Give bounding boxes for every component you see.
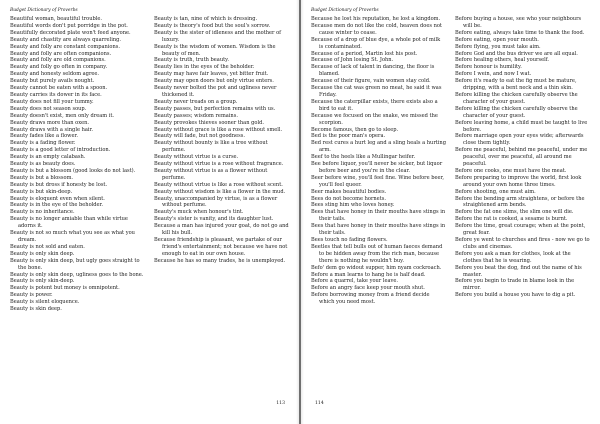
column-1 xyxy=(10,16,145,380)
proverb-entry: Before the bending arm straightens, or before the straightened arm bends. xyxy=(455,195,585,209)
proverb-entry: Beauty is the wisdom of women. Wisdom is the beauty of men. xyxy=(154,43,276,57)
gutter-shadow xyxy=(296,0,299,424)
proverb-entry: Beauty is the sister of idleness and the mother of luxury. xyxy=(154,29,282,43)
proverb-entry: Because we focused on the snake, we missed the scorpion. xyxy=(311,112,438,126)
proverb-entry: Beauty is a good letter of introduction. xyxy=(10,147,111,154)
proverb-entry: Before healing others, heal yourself. xyxy=(455,57,550,64)
proverb-entry: Beauty and honesty seldom agree. xyxy=(10,71,100,78)
left-page xyxy=(0,0,299,424)
proverb-entry: Before God and the bus driver we are all equal. xyxy=(455,50,578,57)
proverb-entry: Beauty never bolted the pot and ugliness never thickened it. xyxy=(154,85,277,98)
proverb-entry: Before the fat one slims, the slim one will die. xyxy=(455,209,574,216)
proverb-entry: Before buying a house, see who your neighbours will be. xyxy=(455,16,582,29)
proverb-entry: Before borrowing money from a friend decide which you need most. xyxy=(311,292,430,306)
proverb-entry: Bed rest cures a hurt leg and a sling heals a hurting arm. xyxy=(311,140,446,154)
proverb-entry: Beer makes beautiful bodies. xyxy=(311,188,387,195)
proverb-entry: Bees that have honey in their mouths have stings in their tails. xyxy=(311,209,446,223)
column-2 xyxy=(154,16,289,380)
proverb-entry: Beautiful words don't put porridge in the pot. xyxy=(10,22,128,29)
proverb-entry: Before one cooks, one must have the meat. xyxy=(455,167,567,174)
proverb-entry: Beauty is only skin-deep. xyxy=(10,278,75,285)
proverb-entry: Before the rat is cooked, a sesame is burnt. xyxy=(455,216,568,223)
proverb-entry: Beauty is but a blossom. xyxy=(10,174,74,181)
proverb-entry: Beauty without virtue is like a rose without scent. xyxy=(154,181,283,188)
proverb-entry: Beauty is potent but money is omnipotent. xyxy=(10,285,120,292)
proverb-entry: Beauty does not season soup. xyxy=(10,105,87,112)
proverb-entry: Before you build a house you have to dig a pit. xyxy=(455,292,576,299)
proverb-entry: Before ye went to churches and fires - now we go to clubs and cinemas. xyxy=(455,237,590,250)
proverb-entry: Beautiful woman, beautiful trouble. xyxy=(10,16,103,22)
proverb-entry: Before it's ready to eat the fig must be mature, dripping, with a bent neck and a thin skin. xyxy=(455,78,577,92)
proverb-entry: Beauty may open doors but only virtue enters. xyxy=(154,78,274,85)
proverb-entry: Beauty is only skin deep, but ugly goes straight to the bone. xyxy=(10,257,140,271)
proverb-entry: Before eating, open your mouth. xyxy=(455,36,539,43)
proverb-entry: Beauty and folly are constant companions. xyxy=(10,43,121,50)
proverb-entry: Because friendship is pleasant, we partake of our friend's entertainment; not because we have not enough to eat in our own house. xyxy=(154,237,288,257)
running-head: Budget Dictionary of Proverbs xyxy=(311,8,379,13)
proverb-entry: Beauty lies in the eyes of the beholder. xyxy=(154,64,255,71)
proverb-entry: Beauty's muck when honour's tint. xyxy=(154,209,244,216)
proverb-entry: Beauty is theory's food but the soul's sorrow. xyxy=(154,22,271,29)
proverb-entry: Beauty passes, but perfection remains with us. xyxy=(154,105,276,112)
proverb-entry: Beauty is as beauty does. xyxy=(10,161,76,168)
proverb-entry: Before leaving home, a child must be taught to live before. xyxy=(455,119,588,133)
proverb-entry: Because he lost his reputation, he lost a kingdom. xyxy=(311,16,441,22)
proverb-entry: Become famous, then go to sleep. xyxy=(311,126,399,133)
proverb-entry: Bees that have honey in their mouths have stings in their tails. xyxy=(311,223,446,237)
proverb-entry: Beauty draws with a single hair. xyxy=(10,126,94,133)
proverb-entry: Before you begin to trade in blame look in the mirror. xyxy=(455,278,575,292)
proverb-entry: Before a quarrel, take your leave. xyxy=(311,278,399,285)
proverb-entry: Because he has so many trades, he is unemployed. xyxy=(154,257,286,264)
proverb-entry: Beauty without grace is like a rose without smell. xyxy=(154,126,283,133)
proverb-entry: Before preparing to improve the world, first look around your own home three times. xyxy=(455,174,582,188)
proverb-entry: Beauty is silent eloquence. xyxy=(10,299,80,306)
proverb-entry: Bees sting him who loves honey. xyxy=(311,202,395,209)
proverb-entry: Because the cat was green no meat, he said it was Friday. xyxy=(311,85,442,98)
proverb-entry: Beauty is no longer amiable than while virtue adorns it. xyxy=(10,216,128,230)
proverb-entry: Before honour is humility. xyxy=(455,64,522,71)
proverb-entry: Before an angry face keep your mouth shut. xyxy=(311,285,425,292)
proverb-entry: Because men do not like the cold, heaven does not cause winter to cease. xyxy=(311,22,442,36)
proverb-entry: Beauty may have fair leaves, yet bitter fruit. xyxy=(154,71,269,78)
proverb-entry: Beauty is only skin deep. xyxy=(10,250,75,257)
proverb-entry: Before I wein, and now I wat. xyxy=(455,71,532,78)
proverb-entry: Beauty cannot be eaten with a spoon. xyxy=(10,85,108,92)
column-1 xyxy=(311,16,446,380)
text-columns xyxy=(311,16,590,380)
proverb-entry: Beauty and folly go often in company. xyxy=(10,64,108,71)
proverb-entry: Beauty without virtue is as a flower without perfume. xyxy=(154,167,268,181)
proverb-entry: Beauty and folly are old companions. xyxy=(10,57,106,64)
proverb-entry: Before me peaceful, behind me peaceful, under me peaceful, over me peaceful, all around me peaceful. xyxy=(455,147,588,168)
proverb-entry: Because of John losing St. John. xyxy=(311,57,394,64)
proverb-entry: Beauty without wisdom is like a flower in the mud. xyxy=(154,188,286,195)
column-2 xyxy=(455,16,590,380)
proverb-entry: Before killing the chicken carefully observe the character of your guest. xyxy=(455,91,578,105)
proverb-entry: Bees do not become hornets. xyxy=(311,195,386,202)
proverb-entry: Beauty without bounty is like a tree without perfume. xyxy=(154,140,268,154)
proverb-entry: Beauty is truth, truth beauty. xyxy=(154,57,229,64)
proverb-entry: Beauty is only skin deep, ugliness goes to the bone. xyxy=(10,271,144,278)
proverb-entry: Beauty is no inheritance. xyxy=(10,209,75,216)
proverb-entry: Beauty without virtue is a curse. xyxy=(154,154,239,161)
proverb-entry: Bed is the poor man's opera. xyxy=(311,133,386,140)
proverb-entry: Beautifully decorated plate won't feed anyone. xyxy=(10,29,131,36)
proverb-entry: Beer before wine, you'll feel fine. Wine before beer, you'll feel queer. xyxy=(311,174,445,188)
proverb-entry: Before the time, great courage; when at the point, great fear. xyxy=(455,223,586,237)
page-number: 114 xyxy=(315,401,324,406)
proverb-entry: Beauty carries its dower in its face. xyxy=(10,91,102,98)
proverb-entry: Because a man has injured your goat, do not go and kill his bull. xyxy=(154,223,289,237)
proverb-entry: Beauty is but skin-deep. xyxy=(10,188,73,195)
proverb-entry: Beauty does not fill your tummy. xyxy=(10,98,94,105)
proverb-entry: Beauty will fade, but not goodness. xyxy=(154,133,245,140)
proverb-entry: Befo' dem go widout supper, him nyam cockroach. xyxy=(311,264,442,271)
proverb-entry: Before shooting, one must aim. xyxy=(455,188,536,195)
proverb-entry: Beauty is power. xyxy=(10,292,53,299)
proverb-entry: Because of lack of talent in dancing, the floor is blamed. xyxy=(311,64,435,78)
proverb-entry: Beetles that tell bulls out of human faeces demand to be hidden away from the rich man, because there is nothing he wouldn't buy. xyxy=(311,243,443,264)
proverb-entry: Beef to the heels like a Mullingar heifer. xyxy=(311,154,416,161)
right-page xyxy=(301,0,600,424)
proverb-entry: Before flying, you must take aim. xyxy=(455,43,541,50)
proverb-entry: Before eating, always take time to thank the food. xyxy=(455,29,585,36)
proverb-entry: Beauty is not so much what you see as what you dream. xyxy=(10,230,135,243)
proverb-entry: Beauty draws more than oxen. xyxy=(10,119,90,126)
proverb-entry: Beauty is in the eye of the beholder. xyxy=(10,202,104,209)
proverb-entry: Beauty and chastity are always quarreling. xyxy=(10,36,121,43)
proverb-entry: Bees touch no fading flowers. xyxy=(311,237,388,243)
proverb-entry: Beauty doesn't exist, men only dream it. xyxy=(10,112,115,119)
proverb-entry: Beauty never treads on a group. xyxy=(154,98,238,105)
proverb-entry: Beauty fades like a flower. xyxy=(10,133,79,140)
proverb-entry: Beauty passes; wisdom remains. xyxy=(154,112,238,119)
proverb-entry: Because of a drop of blue dye, a whole pot of milk is contaminated. xyxy=(311,36,441,50)
proverb-entry: Before a man learns to hang he is half dead. xyxy=(311,271,426,278)
proverb-entry: Beauty is an empty calabash. xyxy=(10,154,86,161)
proverb-entry: Beauty without virtue is a rose without fragrance. xyxy=(154,161,284,168)
proverb-entry: Beauty is tan, nine of which is dressing. xyxy=(154,16,258,22)
proverb-entry: Because of a period, Martin lost his post. xyxy=(311,50,418,57)
proverb-entry: Beauty is but dross if honesty be lost. xyxy=(10,181,108,188)
proverb-entry: Bee before liquor, you'll never be sicker, but liquor before beer and you're in the clear. xyxy=(311,161,443,174)
running-head: Budget Dictionary of Proverbs xyxy=(10,8,78,13)
proverb-entry: Because of their figure, vain women stay cold. xyxy=(311,78,431,85)
proverb-entry: Beauty is skin deep. xyxy=(10,306,62,313)
proverb-entry: Beauty is eloquent even when silent. xyxy=(10,195,105,202)
page-number: 113 xyxy=(276,401,285,406)
proverb-entry: Beauty is not sold and eaten. xyxy=(10,243,85,250)
proverb-entry: Before killing the chicken carefully observe the character of your guest. xyxy=(455,105,578,119)
proverb-entry: Beauty, unaccompanied by virtue, is as a flower without perfume. xyxy=(154,195,278,209)
proverb-entry: Beauty is a fading flower. xyxy=(10,140,76,147)
proverb-entry: Beauty but purely avails nought. xyxy=(10,78,95,85)
proverb-entry: Because the caterpillar exists, there exists also a bird to eat it. xyxy=(311,98,438,112)
gutter-shadow xyxy=(301,0,304,424)
proverb-entry: Before you ask a man for clothes, look at the clothes that he is wearing. xyxy=(455,250,571,264)
proverb-entry: Before marriage open your eyes wide; afterwards close them tightly. xyxy=(455,133,584,147)
proverb-entry: Beauty is but a blossom (good looks do not last). xyxy=(10,167,136,174)
proverb-entry: Before you beat the dog, find out the name of his master. xyxy=(455,264,582,278)
proverb-entry: Beauty and folly are often companions. xyxy=(10,50,112,57)
proverb-entry: Beauty provokes thieves sooner than gold. xyxy=(154,119,264,126)
text-columns xyxy=(10,16,289,380)
proverb-entry: Beauty's sister is vanity, and its daughter lust. xyxy=(154,216,274,223)
